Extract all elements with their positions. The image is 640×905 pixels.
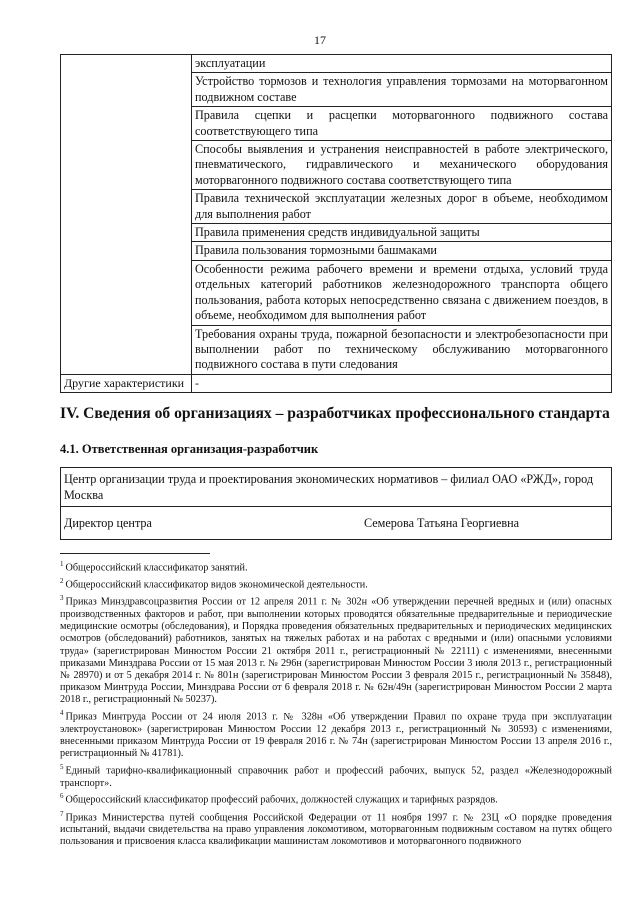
table-cell-items (192, 55, 612, 375)
table-row (61, 374, 612, 392)
footnote-text: Общероссийский классификатор видов экономической деятельности. (65, 579, 368, 591)
requirements-list (192, 55, 611, 374)
table-row (61, 468, 612, 507)
footnote-divider (60, 553, 210, 554)
footnote (60, 592, 612, 706)
page-number: 17 (314, 33, 326, 47)
list-item: Правила технической эксплуатации железных дорог в объеме, необходимом для выполнения работ (192, 189, 611, 223)
list-item: Правила применения средств индивидуальной защиты (192, 223, 611, 241)
list-item: Способы выявления и устранения неисправностей в работе электрического, пневматического, гидравлического и механического оборудования моторвагонного подвижного состава соответствующего типа (192, 140, 611, 189)
table-row (61, 55, 612, 375)
footnote-text: Единый тарифно-квалификационный справочник работ и профессий рабочих, выпуск 52, раздел «Железнодорожный транспорт». (60, 765, 612, 789)
organization-name: Центр организации труда и проектирования экономических нормативов – филиал ОАО «РЖД», город Москва (61, 468, 612, 507)
list-item: Устройство тормозов и технология управления тормозами на моторвагонном подвижном составе (192, 72, 611, 106)
footnote-text: Приказ Министерства путей сообщения Российской Федерации от 11 ноября 1997 г. № 23Ц «О порядке проведения испытаний, выдачи свидетельства на право управления локомотивом, моторвагонным подвижным составом на путях общего пользования и присвоения класса квалификации машинистам локомотивов и моторвагонного подвижного (60, 811, 612, 848)
requirements-table (60, 54, 612, 393)
footnote (60, 558, 612, 575)
organization-box (60, 467, 612, 540)
footnote-text: Общероссийский классификатор занятий. (65, 562, 248, 574)
footnote (60, 808, 612, 849)
footnote-number: 3 (60, 594, 64, 603)
subsection-title: 4.1. Ответственная организация-разработчик (60, 442, 319, 456)
footnotes-list (60, 558, 612, 849)
footnote (60, 761, 612, 790)
footnote-number: 6 (60, 792, 64, 801)
list-item: Правила сцепки и расцепки моторвагонного подвижного состава соответствующего типа (192, 106, 611, 140)
list-item: Требования охраны труда, пожарной безопасности и электробезопасности при выполнении работ по техническому обслуживанию моторвагонного подвижного состава в пути следования (192, 325, 611, 374)
footnote-text: Приказ Минтруда России от 24 июля 2013 г. № 328н «Об утверждении Правил по охране труда при эксплуатации электроустановок» (зарегистрирован Минюстом России 12 декабря 2013 г., регистрационный № 30593) с изменениями, внесенными приказом Минтруда России от 19 февраля 2016 г. № 74н (зарегистрирован Минюстом России 13 апреля 2016 г., регистрационный № 41781). (60, 711, 612, 760)
footnote-number: 7 (60, 809, 64, 818)
footnote-text: Общероссийский классификатор профессий рабочих, должностей служащих и тарифных разрядов. (65, 794, 498, 806)
other-characteristics-label: Другие характеристики (61, 374, 192, 392)
list-item: Особенности режима рабочего времени и времени отдыха, условий труда отдельных категорий работников железнодорожного транспорта общего пользования, работа которых непосредственно связана с движением поездов, в объеме, необходимом для выполнения работ (192, 260, 611, 325)
signatory-position: Директор центра (64, 516, 152, 530)
other-characteristics-value: - (192, 374, 612, 392)
table-cell-left-empty (61, 55, 192, 375)
list-item: Правила пользования тормозными башмаками (192, 241, 611, 259)
section-title: IV. Сведения об организациях – разработчиках профессионального стандарта (60, 405, 610, 422)
footnote-text: Приказ Минздравсоцразвития России от 12 апреля 2011 г. № 302н «Об утверждении перечней вредных и (или) опасных производственных факторов и работ, при выполнении которых проводятся обязательные предварительные и периодические медицинские осмотры (обследования), и Порядка проведения обязательных предварительных и периодических медицинских осмотров (обследований) работников, занятых на тяжелых работах и на работах с вредными и (или) опасными условиями труда» (зарегистрирован Минюстом России 21 октября 2011 г., регистрационный № 22111) с изменениями, внесенными приказами Минздрава России от 15 мая 2013 г. № 296н (зарегистрирован Минюстом России 3 июля 2013 г., регистрационный № 28970) и от 5 декабря 2014 г. № 801н (зарегистрирован Минюстом России 3 февраля 2015 г., регистрационный № 35848), приказом Минтруда России, Минздрава России от 6 февраля 2018 г. № 62н/49н (зарегистрирован Минюстом России 2 марта 2018 г., регистрационный № 50237). (60, 596, 612, 706)
footnote (60, 790, 612, 807)
footnote-number: 4 (60, 709, 64, 718)
footnote-number: 2 (60, 577, 64, 586)
footnote-number: 5 (60, 762, 64, 771)
list-item: эксплуатации (195, 56, 266, 70)
table-row (61, 507, 612, 540)
footnote-number: 1 (60, 560, 64, 568)
signatory-name: Семерова Татьяна Георгиевна (364, 516, 520, 530)
footnote (60, 575, 612, 592)
signatory-cell (61, 507, 612, 540)
footnote (60, 707, 612, 760)
